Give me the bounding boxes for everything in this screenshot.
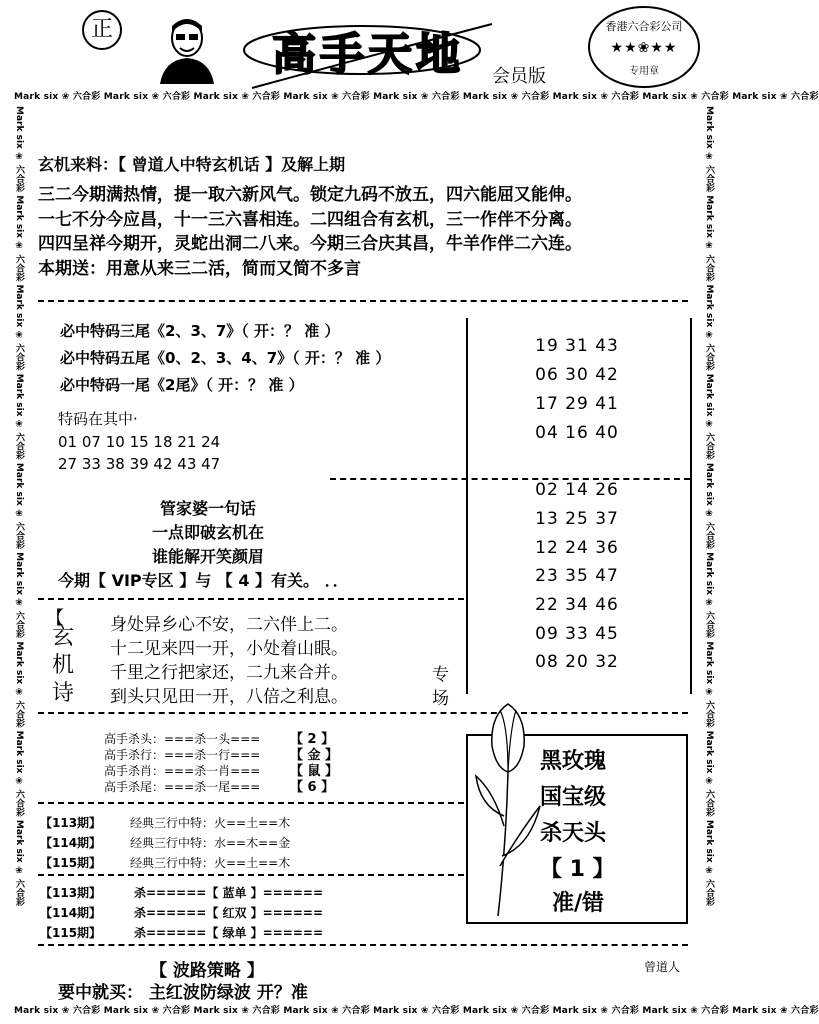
- kill-tail-label: 高手杀尾：===杀一尾===: [104, 780, 261, 794]
- poem-line-2: 十二见来四一开，小处着山眼。: [110, 639, 348, 659]
- page-title: 高手天地: [272, 29, 464, 80]
- number-row: 09 33 45: [535, 624, 619, 644]
- rose-line-1: 黑玫瑰: [540, 749, 607, 774]
- rose-line-2: 国宝级: [540, 785, 607, 810]
- rose-line-3: 杀天头: [540, 821, 607, 846]
- riddle-send: 本期送：用意从来三二活，简而又简不多言: [38, 259, 361, 279]
- divider-5: [38, 874, 464, 876]
- riddle-line-1: 三二今期满热情，提一取六新风气。锁定九码不放五，四六能屈又能伸。: [38, 185, 582, 205]
- butler-line-3: 谁能解开笑颜眉: [152, 547, 265, 566]
- number-row: 13 25 37: [535, 509, 619, 529]
- divider-6: [38, 944, 688, 946]
- special-row-1: 01 07 10 15 18 21 24: [58, 433, 221, 451]
- zone-label-1: 专: [432, 665, 449, 685]
- kill-head-value: 【 2 】: [290, 732, 335, 747]
- vip-line: 今期【 VIP专区 】与 【 4 】有关。 ．．: [58, 571, 349, 590]
- special-label: 特码在其中·: [58, 410, 138, 428]
- tulip-icon: [470, 696, 546, 918]
- riddle-line-2: 一七不分今应昌，十一三六喜相连。二四组合有玄机，三一作伴不分离。: [38, 210, 582, 230]
- tail-one: 必中特码一尾《2尾》（ 开：？ 准 ）: [60, 376, 304, 394]
- wave-author: 曾道人: [644, 960, 681, 974]
- left-strip-text: Mark six ❀ 六合彩 Mark six ❀ 六合彩 Mark six ❀ 六合彩 Mark six ❀ 六合彩 Mark six ❀ 六合彩 Mark six ❀ 六合彩 Mark six ❀ 六合彩 Mark six ❀ 六合彩 Mark six ❀ 六合彩: [14, 106, 24, 906]
- wave-buy: 要中就买： 主红波防绿波 开？准: [58, 983, 308, 1003]
- poem-line-1: 身处异乡心不安，二六伴上二。: [110, 615, 348, 635]
- top-strip: Mark six ❀ 六合彩 Mark six ❀ 六合彩 Mark six ❀ 六合彩 Mark six ❀ 六合彩 Mark six ❀ 六合彩 Mark six ❀ 六合彩 Mark six ❀ 六合彩 Mark six ❀ 六合彩 Mark six ❀ 六合彩: [14, 92, 819, 102]
- kill-row-label: 高手杀行：===杀一行===: [104, 748, 261, 762]
- butler-line-2: 一点即破玄机在: [152, 523, 265, 542]
- rose-line-4: 【 1 】: [540, 857, 615, 882]
- color-text-115: 杀======【 绿单 】======: [134, 926, 324, 940]
- number-row: 06 30 42: [535, 365, 619, 385]
- edition-label: 会员版: [492, 66, 546, 87]
- number-row: 02 14 26: [535, 480, 619, 500]
- number-row: 17 29 41: [535, 394, 619, 414]
- color-period-114: 【114期】: [40, 906, 102, 920]
- zone-label-2: 场: [432, 689, 449, 709]
- number-row: 12 24 36: [535, 538, 619, 558]
- poem-bracket: 【: [46, 608, 64, 629]
- seal-bottom-text: 专用章: [629, 66, 659, 77]
- seal-stamp: [588, 6, 700, 88]
- tail-three: 必中特码三尾《2、3、7》（ 开：？ 准 ）: [60, 322, 340, 340]
- color-text-113: 杀======【 蓝单 】======: [134, 886, 324, 900]
- left-strip: [12, 106, 26, 1002]
- wave-heading: 【 波路策略 】: [150, 961, 264, 981]
- poem-side-2: 机: [52, 653, 75, 678]
- butler-line-1: 管家婆一句话: [160, 499, 257, 518]
- number-row: 08 20 32: [535, 652, 619, 672]
- wuxing-period-113: 【113期】: [40, 816, 102, 830]
- divider-3: [38, 712, 688, 714]
- divider-1: [38, 300, 688, 302]
- number-row: 23 35 47: [535, 566, 619, 586]
- color-period-115: 【115期】: [40, 926, 102, 940]
- poem-line-3: 千里之行把家还，二九来合并。: [110, 663, 348, 683]
- wuxing-text-114: 经典三行中特：水==木==金: [130, 836, 291, 850]
- kill-zodiac-value: 【 鼠 】: [290, 764, 339, 779]
- riddle-heading: 玄机来料：【 曾道人中特玄机话 】及解上期: [38, 155, 346, 174]
- divider-2: [38, 598, 464, 600]
- right-strip: [702, 106, 716, 1002]
- portrait-icon: [158, 14, 216, 84]
- number-row: 22 34 46: [535, 595, 619, 615]
- tail-five: 必中特码五尾《0、2、3、4、7》（ 开：？ 准 ）: [60, 349, 391, 367]
- kill-row-value: 【 金 】: [290, 748, 339, 763]
- wuxing-text-113: 经典三行中特：火==土==木: [130, 816, 291, 830]
- zheng-badge: [82, 10, 122, 50]
- color-text-114: 杀======【 红双 】======: [134, 906, 324, 920]
- zheng-char: 正: [90, 17, 113, 42]
- poem-line-4: 到头只见田一开，八倍之利息。: [110, 687, 348, 707]
- number-row: 04 16 40: [535, 423, 619, 443]
- seal-top-text: 香港六合彩公司: [605, 20, 683, 33]
- kill-zodiac-label: 高手杀肖：===杀一肖===: [104, 764, 261, 778]
- wuxing-period-114: 【114期】: [40, 836, 102, 850]
- poem-side-3: 诗: [52, 681, 75, 706]
- color-period-113: 【113期】: [40, 886, 102, 900]
- kill-head-label: 高手杀头：===杀一头===: [104, 732, 261, 746]
- riddle-line-3: 四四呈祥今期开，灵蛇出洞二八来。今期三合庆其昌，牛羊作伴二六连。: [38, 234, 582, 254]
- right-strip-text: Mark six ❀ 六合彩 Mark six ❀ 六合彩 Mark six ❀ 六合彩 Mark six ❀ 六合彩 Mark six ❀ 六合彩 Mark six ❀ 六合彩 Mark six ❀ 六合彩 Mark six ❀ 六合彩 Mark six ❀ 六合彩: [704, 106, 714, 906]
- kill-tail-value: 【 6 】: [290, 780, 335, 795]
- special-row-2: 27 33 38 39 42 43 47: [58, 455, 221, 473]
- bottom-strip: Mark six ❀ 六合彩 Mark six ❀ 六合彩 Mark six ❀ 六合彩 Mark six ❀ 六合彩 Mark six ❀ 六合彩 Mark six ❀ 六合彩 Mark six ❀ 六合彩 Mark six ❀ 六合彩 Mark six ❀ 六合彩: [14, 1006, 819, 1016]
- divider-4: [38, 802, 464, 804]
- wuxing-period-115: 【115期】: [40, 856, 102, 870]
- wuxing-text-115: 经典三行中特：火==土==木: [130, 856, 291, 870]
- number-row: 19 31 43: [535, 336, 619, 356]
- poem-side-1: 玄: [52, 625, 75, 650]
- rose-line-5: 准/错: [552, 891, 605, 916]
- seal-stars: ★★❀★★: [610, 40, 678, 56]
